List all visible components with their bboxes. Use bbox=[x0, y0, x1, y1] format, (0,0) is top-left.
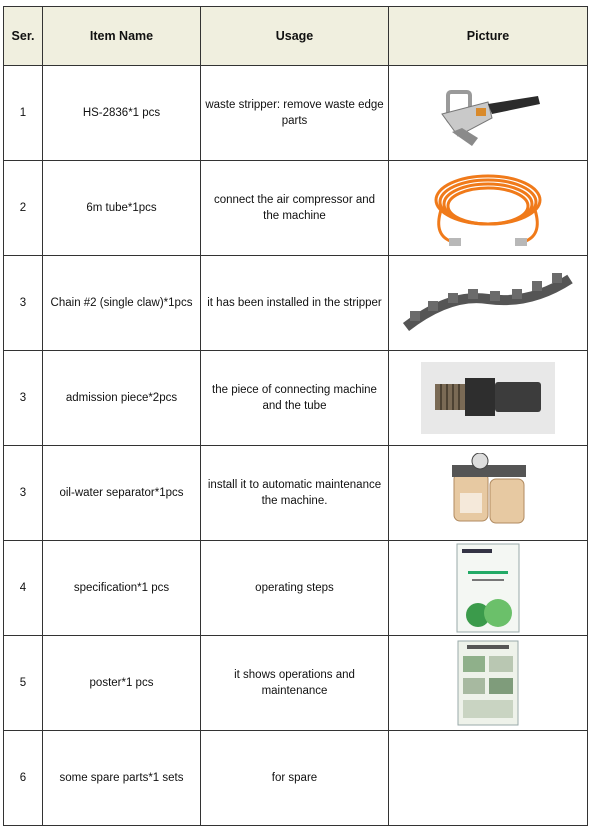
row-item-name: oil-water separator*1pcs bbox=[43, 446, 201, 541]
row-picture bbox=[389, 256, 588, 351]
row-item-name: some spare parts*1 sets bbox=[43, 731, 201, 826]
row-usage: it has been installed in the stripper bbox=[201, 256, 389, 351]
table-row bbox=[4, 351, 588, 446]
row-usage: for spare bbox=[201, 731, 389, 826]
row-item-name: HS-2836*1 pcs bbox=[43, 66, 201, 161]
row-usage: operating steps bbox=[201, 541, 389, 636]
chain-photo bbox=[400, 263, 576, 343]
table-row bbox=[4, 636, 588, 731]
row-ser: 6 bbox=[4, 731, 43, 826]
row-item-name: admission piece*2pcs bbox=[43, 351, 201, 446]
row-picture bbox=[389, 161, 588, 256]
manual-booklet-photo bbox=[456, 543, 520, 633]
row-ser: 5 bbox=[4, 636, 43, 731]
table-row bbox=[4, 541, 588, 636]
header-row bbox=[4, 7, 588, 66]
row-item-name: Chain #2 (single claw)*1pcs bbox=[43, 256, 201, 351]
table-row bbox=[4, 731, 588, 826]
packing-list-table bbox=[3, 6, 588, 826]
connector-fitting-photo bbox=[421, 362, 555, 434]
row-ser: 3 bbox=[4, 446, 43, 541]
row-item-name: specification*1 pcs bbox=[43, 541, 201, 636]
row-picture bbox=[389, 636, 588, 731]
row-item-name: poster*1 pcs bbox=[43, 636, 201, 731]
row-ser: 4 bbox=[4, 541, 43, 636]
row-usage: install it to automatic maintenance the machine. bbox=[201, 446, 389, 541]
table-row bbox=[4, 446, 588, 541]
row-ser: 3 bbox=[4, 256, 43, 351]
table-row bbox=[4, 256, 588, 351]
header-ser: Ser. bbox=[4, 7, 43, 66]
row-usage: waste stripper: remove waste edge parts bbox=[201, 66, 389, 161]
table-row bbox=[4, 66, 588, 161]
row-ser: 1 bbox=[4, 66, 43, 161]
row-ser: 2 bbox=[4, 161, 43, 256]
row-picture-empty bbox=[389, 731, 588, 826]
header-picture: Picture bbox=[389, 7, 588, 66]
stripper-tool-photo bbox=[428, 74, 548, 152]
row-picture bbox=[389, 541, 588, 636]
table-row bbox=[4, 161, 588, 256]
row-usage: it shows operations and maintenance bbox=[201, 636, 389, 731]
row-usage: connect the air compressor and the machine bbox=[201, 161, 389, 256]
row-ser: 3 bbox=[4, 351, 43, 446]
row-picture bbox=[389, 66, 588, 161]
poster-photo bbox=[457, 640, 519, 726]
row-item-name: 6m tube*1pcs bbox=[43, 161, 201, 256]
coiled-air-tube-photo bbox=[423, 166, 553, 250]
header-item-name: Item Name bbox=[43, 7, 201, 66]
separator-photo bbox=[438, 453, 538, 533]
row-picture bbox=[389, 446, 588, 541]
row-usage: the piece of connecting machine and the tube bbox=[201, 351, 389, 446]
header-usage: Usage bbox=[201, 7, 389, 66]
row-picture bbox=[389, 351, 588, 446]
